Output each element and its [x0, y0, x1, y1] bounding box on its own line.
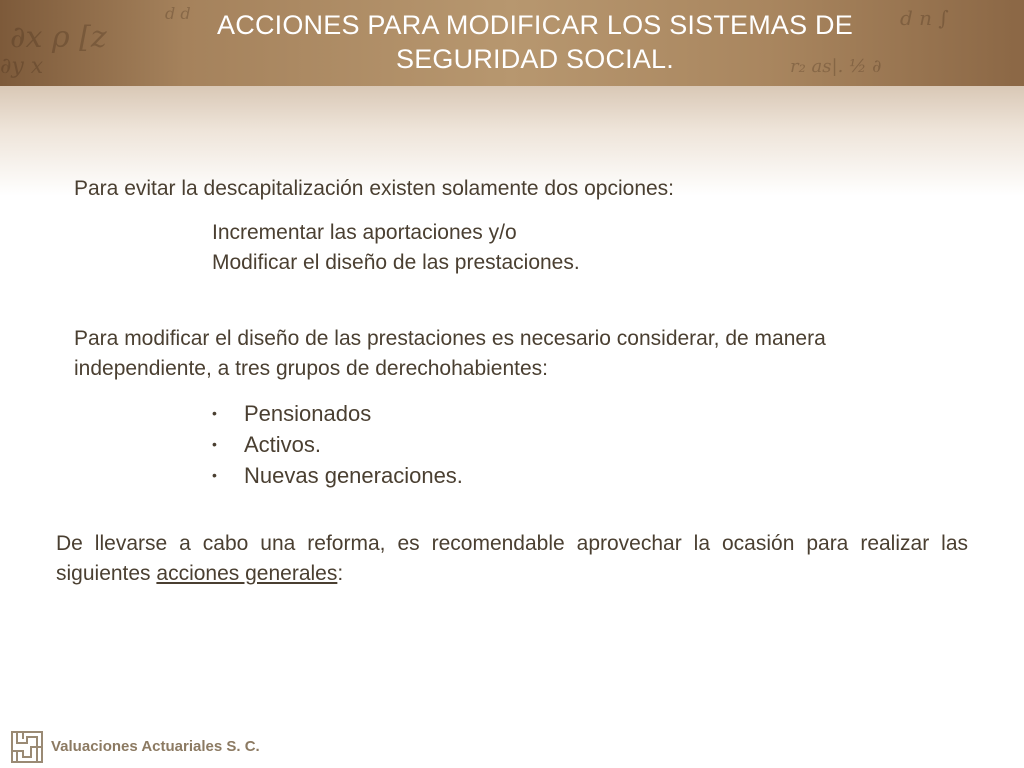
company-logo-icon [11, 731, 43, 763]
reform-paragraph [56, 529, 968, 589]
list-item [212, 398, 463, 429]
list-item [212, 460, 463, 491]
math-background-icon: d d [165, 4, 191, 23]
reform-end: : [337, 562, 344, 585]
group-label: Pensionados [244, 401, 372, 426]
option-item: Incrementar las aportaciones y/o [212, 221, 517, 244]
groups-list [212, 398, 463, 491]
list-item [212, 429, 463, 460]
math-background-icon: d n ∫ [900, 6, 949, 30]
groups-paragraph: Para modificar el diseño de las prestaciones es necesario considerar, de manera independiente, a tres grupos de derechohabientes: [74, 327, 826, 380]
slide-title [150, 8, 920, 76]
general-actions-link[interactable]: acciones generales [156, 562, 338, 585]
options-list [212, 218, 580, 278]
reform-text: De llevarse a cabo una reforma, es recomendable aprovechar la ocasión para realizar las siguientes [56, 532, 968, 585]
group-label: Activos. [244, 432, 322, 457]
bullet-icon: • [212, 436, 217, 452]
math-background-icon: ∂x ρ [z [10, 20, 107, 55]
slide-title-line: ACCIONES PARA MODIFICAR LOS SISTEMAS DE [217, 10, 853, 40]
bullet-icon: • [212, 467, 217, 483]
math-background-icon: r₂ as|. ½ ∂ [790, 56, 882, 77]
option-item: Modificar el diseño de las prestaciones. [212, 251, 580, 274]
group-label: Nuevas generaciones. [244, 463, 463, 488]
intro-paragraph: Para evitar la descapitalización existen solamente dos opciones: [74, 177, 675, 200]
company-name: Valuaciones Actuariales S. C. [51, 738, 260, 755]
math-background-icon: ∂y x [0, 54, 44, 79]
bullet-icon: • [212, 405, 217, 421]
slide-title-line: SEGURIDAD SOCIAL. [396, 44, 674, 74]
